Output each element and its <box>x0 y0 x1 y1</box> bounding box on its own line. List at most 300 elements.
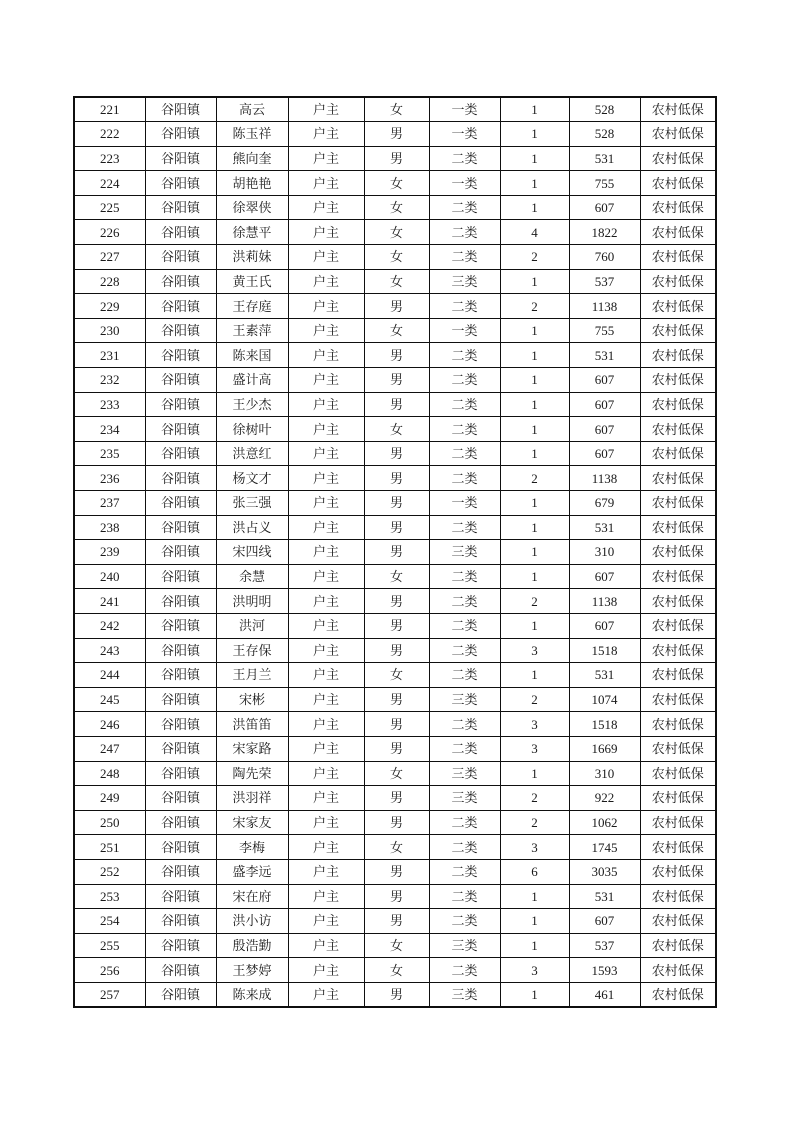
cell-persons: 2 <box>500 589 569 614</box>
cell-name: 陈玉祥 <box>216 122 288 147</box>
cell-seq: 236 <box>74 466 145 491</box>
table-row <box>74 786 716 811</box>
cell-welfare_type: 农村低保 <box>640 171 716 196</box>
cell-amount: 310 <box>569 761 640 786</box>
cell-town: 谷阳镇 <box>145 761 216 786</box>
cell-welfare_type: 农村低保 <box>640 392 716 417</box>
cell-amount: 531 <box>569 515 640 540</box>
cell-amount: 528 <box>569 97 640 122</box>
cell-amount: 3035 <box>569 859 640 884</box>
cell-gender: 男 <box>364 343 429 368</box>
cell-persons: 1 <box>500 269 569 294</box>
cell-gender: 女 <box>364 761 429 786</box>
cell-welfare_type: 农村低保 <box>640 663 716 688</box>
cell-relation: 户主 <box>288 343 364 368</box>
cell-persons: 1 <box>500 663 569 688</box>
cell-persons: 3 <box>500 712 569 737</box>
table-row <box>74 97 716 122</box>
cell-amount: 537 <box>569 269 640 294</box>
cell-gender: 男 <box>364 613 429 638</box>
cell-name: 余慧 <box>216 564 288 589</box>
cell-amount: 310 <box>569 540 640 565</box>
cell-seq: 228 <box>74 269 145 294</box>
cell-category: 一类 <box>429 171 500 196</box>
cell-town: 谷阳镇 <box>145 195 216 220</box>
cell-gender: 男 <box>364 884 429 909</box>
cell-category: 二类 <box>429 146 500 171</box>
table-row <box>74 958 716 983</box>
cell-seq: 221 <box>74 97 145 122</box>
cell-seq: 248 <box>74 761 145 786</box>
table-row <box>74 663 716 688</box>
table-row <box>74 245 716 270</box>
cell-category: 二类 <box>429 245 500 270</box>
cell-welfare_type: 农村低保 <box>640 122 716 147</box>
table-row <box>74 368 716 393</box>
cell-persons: 1 <box>500 515 569 540</box>
cell-persons: 3 <box>500 638 569 663</box>
cell-category: 一类 <box>429 318 500 343</box>
cell-amount: 528 <box>569 122 640 147</box>
cell-category: 二类 <box>429 564 500 589</box>
cell-town: 谷阳镇 <box>145 982 216 1007</box>
cell-gender: 女 <box>364 245 429 270</box>
cell-seq: 245 <box>74 687 145 712</box>
cell-gender: 女 <box>364 269 429 294</box>
cell-persons: 1 <box>500 195 569 220</box>
cell-amount: 461 <box>569 982 640 1007</box>
cell-welfare_type: 农村低保 <box>640 687 716 712</box>
cell-gender: 男 <box>364 392 429 417</box>
table-row <box>74 810 716 835</box>
cell-name: 盛计高 <box>216 368 288 393</box>
cell-relation: 户主 <box>288 982 364 1007</box>
cell-gender: 女 <box>364 958 429 983</box>
cell-welfare_type: 农村低保 <box>640 638 716 663</box>
cell-name: 宋家友 <box>216 810 288 835</box>
cell-name: 王少杰 <box>216 392 288 417</box>
cell-town: 谷阳镇 <box>145 269 216 294</box>
cell-name: 杨文才 <box>216 466 288 491</box>
cell-gender: 男 <box>364 146 429 171</box>
cell-persons: 4 <box>500 220 569 245</box>
cell-town: 谷阳镇 <box>145 417 216 442</box>
cell-category: 二类 <box>429 392 500 417</box>
cell-gender: 女 <box>364 835 429 860</box>
cell-town: 谷阳镇 <box>145 909 216 934</box>
cell-name: 陶先荣 <box>216 761 288 786</box>
cell-relation: 户主 <box>288 589 364 614</box>
cell-welfare_type: 农村低保 <box>640 97 716 122</box>
cell-seq: 241 <box>74 589 145 614</box>
cell-gender: 女 <box>364 318 429 343</box>
cell-persons: 1 <box>500 392 569 417</box>
cell-relation: 户主 <box>288 933 364 958</box>
cell-relation: 户主 <box>288 441 364 466</box>
cell-welfare_type: 农村低保 <box>640 909 716 934</box>
table-row <box>74 736 716 761</box>
cell-seq: 238 <box>74 515 145 540</box>
table-row <box>74 638 716 663</box>
cell-persons: 1 <box>500 171 569 196</box>
cell-persons: 1 <box>500 441 569 466</box>
cell-amount: 607 <box>569 417 640 442</box>
cell-town: 谷阳镇 <box>145 933 216 958</box>
cell-welfare_type: 农村低保 <box>640 859 716 884</box>
cell-relation: 户主 <box>288 761 364 786</box>
cell-category: 二类 <box>429 859 500 884</box>
cell-name: 洪小访 <box>216 909 288 934</box>
cell-category: 一类 <box>429 97 500 122</box>
table-row <box>74 294 716 319</box>
table-row <box>74 195 716 220</box>
cell-amount: 607 <box>569 195 640 220</box>
cell-persons: 6 <box>500 859 569 884</box>
table-row <box>74 491 716 516</box>
table-row <box>74 933 716 958</box>
cell-name: 宋四线 <box>216 540 288 565</box>
table-row <box>74 613 716 638</box>
cell-name: 熊向奎 <box>216 146 288 171</box>
cell-persons: 2 <box>500 245 569 270</box>
cell-category: 二类 <box>429 909 500 934</box>
cell-relation: 户主 <box>288 540 364 565</box>
cell-amount: 1138 <box>569 466 640 491</box>
cell-category: 三类 <box>429 540 500 565</box>
cell-welfare_type: 农村低保 <box>640 589 716 614</box>
cell-amount: 755 <box>569 318 640 343</box>
cell-category: 二类 <box>429 589 500 614</box>
cell-welfare_type: 农村低保 <box>640 933 716 958</box>
table-row <box>74 269 716 294</box>
cell-name: 徐树叶 <box>216 417 288 442</box>
cell-category: 二类 <box>429 368 500 393</box>
cell-amount: 1074 <box>569 687 640 712</box>
table-row <box>74 441 716 466</box>
table-row <box>74 687 716 712</box>
cell-category: 二类 <box>429 810 500 835</box>
cell-welfare_type: 农村低保 <box>640 786 716 811</box>
cell-town: 谷阳镇 <box>145 835 216 860</box>
cell-welfare_type: 农村低保 <box>640 441 716 466</box>
cell-category: 三类 <box>429 982 500 1007</box>
cell-welfare_type: 农村低保 <box>640 515 716 540</box>
cell-gender: 女 <box>364 564 429 589</box>
cell-name: 王素萍 <box>216 318 288 343</box>
cell-gender: 男 <box>364 736 429 761</box>
cell-seq: 249 <box>74 786 145 811</box>
cell-amount: 1062 <box>569 810 640 835</box>
cell-persons: 1 <box>500 146 569 171</box>
table-row <box>74 122 716 147</box>
cell-name: 洪莉妹 <box>216 245 288 270</box>
cell-name: 洪占义 <box>216 515 288 540</box>
cell-persons: 1 <box>500 884 569 909</box>
cell-relation: 户主 <box>288 810 364 835</box>
cell-seq: 247 <box>74 736 145 761</box>
cell-welfare_type: 农村低保 <box>640 810 716 835</box>
cell-seq: 237 <box>74 491 145 516</box>
cell-gender: 男 <box>364 638 429 663</box>
cell-town: 谷阳镇 <box>145 491 216 516</box>
cell-seq: 232 <box>74 368 145 393</box>
cell-category: 二类 <box>429 195 500 220</box>
cell-seq: 246 <box>74 712 145 737</box>
cell-persons: 1 <box>500 933 569 958</box>
cell-town: 谷阳镇 <box>145 171 216 196</box>
cell-amount: 1669 <box>569 736 640 761</box>
cell-town: 谷阳镇 <box>145 220 216 245</box>
cell-category: 三类 <box>429 269 500 294</box>
cell-name: 陈来成 <box>216 982 288 1007</box>
cell-seq: 233 <box>74 392 145 417</box>
cell-gender: 男 <box>364 859 429 884</box>
cell-category: 二类 <box>429 466 500 491</box>
cell-seq: 256 <box>74 958 145 983</box>
cell-seq: 231 <box>74 343 145 368</box>
cell-amount: 607 <box>569 613 640 638</box>
cell-category: 一类 <box>429 122 500 147</box>
cell-relation: 户主 <box>288 466 364 491</box>
cell-gender: 女 <box>364 171 429 196</box>
welfare-roster-table <box>73 96 717 1008</box>
cell-seq: 244 <box>74 663 145 688</box>
cell-welfare_type: 农村低保 <box>640 564 716 589</box>
cell-relation: 户主 <box>288 417 364 442</box>
cell-persons: 1 <box>500 417 569 442</box>
cell-name: 徐慧平 <box>216 220 288 245</box>
cell-town: 谷阳镇 <box>145 466 216 491</box>
table-row <box>74 712 716 737</box>
table-body <box>74 97 716 1007</box>
cell-gender: 女 <box>364 663 429 688</box>
cell-category: 二类 <box>429 712 500 737</box>
cell-seq: 223 <box>74 146 145 171</box>
cell-seq: 234 <box>74 417 145 442</box>
table-row <box>74 540 716 565</box>
cell-seq: 227 <box>74 245 145 270</box>
cell-relation: 户主 <box>288 638 364 663</box>
cell-welfare_type: 农村低保 <box>640 540 716 565</box>
cell-category: 二类 <box>429 441 500 466</box>
cell-category: 一类 <box>429 491 500 516</box>
cell-seq: 240 <box>74 564 145 589</box>
cell-persons: 2 <box>500 294 569 319</box>
cell-relation: 户主 <box>288 269 364 294</box>
cell-name: 洪明明 <box>216 589 288 614</box>
cell-welfare_type: 农村低保 <box>640 343 716 368</box>
cell-town: 谷阳镇 <box>145 146 216 171</box>
cell-relation: 户主 <box>288 786 364 811</box>
cell-gender: 男 <box>364 368 429 393</box>
cell-gender: 男 <box>364 687 429 712</box>
cell-amount: 760 <box>569 245 640 270</box>
cell-gender: 女 <box>364 220 429 245</box>
cell-seq: 242 <box>74 613 145 638</box>
cell-welfare_type: 农村低保 <box>640 982 716 1007</box>
cell-relation: 户主 <box>288 909 364 934</box>
cell-town: 谷阳镇 <box>145 663 216 688</box>
cell-town: 谷阳镇 <box>145 441 216 466</box>
cell-category: 三类 <box>429 933 500 958</box>
cell-amount: 1518 <box>569 638 640 663</box>
cell-gender: 男 <box>364 810 429 835</box>
cell-seq: 251 <box>74 835 145 860</box>
cell-amount: 1745 <box>569 835 640 860</box>
table-row <box>74 220 716 245</box>
table-row <box>74 909 716 934</box>
cell-relation: 户主 <box>288 835 364 860</box>
cell-gender: 男 <box>364 540 429 565</box>
cell-relation: 户主 <box>288 195 364 220</box>
cell-gender: 男 <box>364 589 429 614</box>
cell-seq: 255 <box>74 933 145 958</box>
cell-welfare_type: 农村低保 <box>640 958 716 983</box>
cell-town: 谷阳镇 <box>145 564 216 589</box>
cell-amount: 607 <box>569 441 640 466</box>
cell-relation: 户主 <box>288 613 364 638</box>
cell-category: 二类 <box>429 663 500 688</box>
cell-amount: 1822 <box>569 220 640 245</box>
cell-town: 谷阳镇 <box>145 859 216 884</box>
cell-seq: 224 <box>74 171 145 196</box>
cell-name: 盛李远 <box>216 859 288 884</box>
table-row <box>74 392 716 417</box>
cell-category: 二类 <box>429 613 500 638</box>
table-row <box>74 884 716 909</box>
cell-relation: 户主 <box>288 294 364 319</box>
cell-town: 谷阳镇 <box>145 540 216 565</box>
cell-welfare_type: 农村低保 <box>640 613 716 638</box>
cell-name: 王月兰 <box>216 663 288 688</box>
cell-town: 谷阳镇 <box>145 245 216 270</box>
cell-town: 谷阳镇 <box>145 515 216 540</box>
cell-persons: 1 <box>500 540 569 565</box>
cell-persons: 1 <box>500 343 569 368</box>
cell-name: 李梅 <box>216 835 288 860</box>
table-row <box>74 146 716 171</box>
cell-seq: 243 <box>74 638 145 663</box>
cell-town: 谷阳镇 <box>145 687 216 712</box>
cell-relation: 户主 <box>288 687 364 712</box>
cell-amount: 922 <box>569 786 640 811</box>
cell-persons: 3 <box>500 835 569 860</box>
cell-town: 谷阳镇 <box>145 884 216 909</box>
cell-amount: 531 <box>569 663 640 688</box>
cell-amount: 531 <box>569 884 640 909</box>
cell-relation: 户主 <box>288 318 364 343</box>
cell-seq: 230 <box>74 318 145 343</box>
table-row <box>74 171 716 196</box>
cell-town: 谷阳镇 <box>145 318 216 343</box>
cell-seq: 225 <box>74 195 145 220</box>
cell-gender: 男 <box>364 441 429 466</box>
cell-relation: 户主 <box>288 663 364 688</box>
cell-persons: 2 <box>500 466 569 491</box>
cell-persons: 2 <box>500 810 569 835</box>
cell-gender: 女 <box>364 417 429 442</box>
cell-seq: 252 <box>74 859 145 884</box>
table-row <box>74 761 716 786</box>
cell-persons: 1 <box>500 97 569 122</box>
table-row <box>74 515 716 540</box>
cell-category: 三类 <box>429 786 500 811</box>
cell-gender: 女 <box>364 97 429 122</box>
cell-town: 谷阳镇 <box>145 368 216 393</box>
cell-category: 三类 <box>429 761 500 786</box>
cell-amount: 607 <box>569 909 640 934</box>
cell-amount: 531 <box>569 146 640 171</box>
cell-amount: 607 <box>569 368 640 393</box>
cell-welfare_type: 农村低保 <box>640 884 716 909</box>
cell-persons: 1 <box>500 909 569 934</box>
cell-town: 谷阳镇 <box>145 712 216 737</box>
cell-name: 黄王氏 <box>216 269 288 294</box>
cell-name: 胡艳艳 <box>216 171 288 196</box>
cell-gender: 男 <box>364 515 429 540</box>
cell-category: 二类 <box>429 220 500 245</box>
cell-seq: 229 <box>74 294 145 319</box>
table-row <box>74 589 716 614</box>
cell-town: 谷阳镇 <box>145 638 216 663</box>
cell-gender: 女 <box>364 933 429 958</box>
cell-seq: 222 <box>74 122 145 147</box>
cell-town: 谷阳镇 <box>145 589 216 614</box>
cell-persons: 1 <box>500 491 569 516</box>
cell-persons: 1 <box>500 122 569 147</box>
cell-persons: 3 <box>500 736 569 761</box>
cell-town: 谷阳镇 <box>145 392 216 417</box>
cell-town: 谷阳镇 <box>145 958 216 983</box>
cell-name: 高云 <box>216 97 288 122</box>
cell-town: 谷阳镇 <box>145 294 216 319</box>
cell-welfare_type: 农村低保 <box>640 146 716 171</box>
cell-name: 王梦婷 <box>216 958 288 983</box>
cell-relation: 户主 <box>288 958 364 983</box>
cell-amount: 1593 <box>569 958 640 983</box>
cell-seq: 250 <box>74 810 145 835</box>
cell-seq: 253 <box>74 884 145 909</box>
cell-name: 宋家路 <box>216 736 288 761</box>
cell-town: 谷阳镇 <box>145 122 216 147</box>
cell-relation: 户主 <box>288 146 364 171</box>
cell-gender: 男 <box>364 122 429 147</box>
cell-category: 二类 <box>429 884 500 909</box>
cell-category: 二类 <box>429 736 500 761</box>
cell-name: 张三强 <box>216 491 288 516</box>
cell-name: 宋在府 <box>216 884 288 909</box>
cell-name: 殷浩勤 <box>216 933 288 958</box>
cell-relation: 户主 <box>288 368 364 393</box>
table-row <box>74 343 716 368</box>
cell-relation: 户主 <box>288 245 364 270</box>
cell-persons: 1 <box>500 564 569 589</box>
cell-persons: 2 <box>500 687 569 712</box>
cell-gender: 男 <box>364 982 429 1007</box>
cell-town: 谷阳镇 <box>145 786 216 811</box>
cell-amount: 755 <box>569 171 640 196</box>
cell-name: 宋彬 <box>216 687 288 712</box>
table-row <box>74 859 716 884</box>
cell-welfare_type: 农村低保 <box>640 761 716 786</box>
cell-gender: 男 <box>364 712 429 737</box>
cell-town: 谷阳镇 <box>145 97 216 122</box>
cell-persons: 1 <box>500 368 569 393</box>
cell-relation: 户主 <box>288 884 364 909</box>
cell-seq: 226 <box>74 220 145 245</box>
cell-town: 谷阳镇 <box>145 343 216 368</box>
cell-welfare_type: 农村低保 <box>640 294 716 319</box>
